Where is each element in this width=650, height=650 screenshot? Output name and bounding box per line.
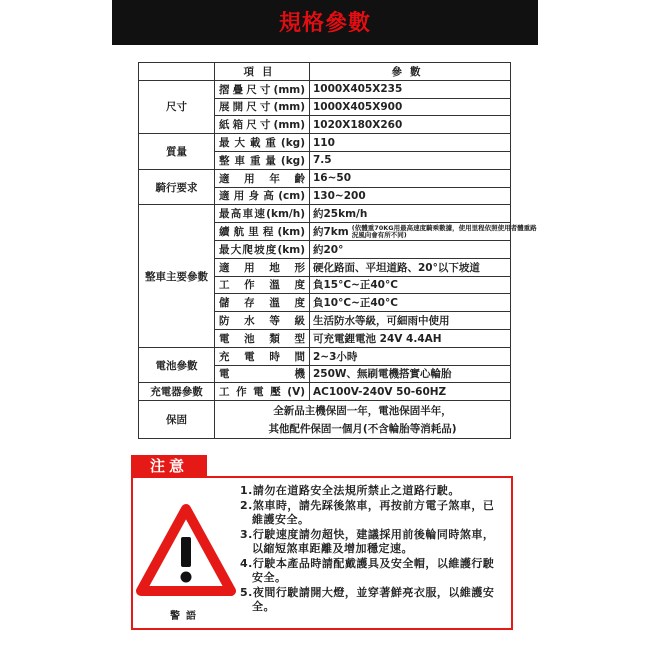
value-text: 130~200 bbox=[313, 189, 366, 202]
table-header-row bbox=[139, 63, 511, 81]
value-cell bbox=[310, 329, 511, 347]
notice-tab: 注意 bbox=[131, 455, 207, 477]
item-cell: 最大載重(kg) bbox=[215, 134, 310, 152]
category-cell: 整車主要參數 bbox=[139, 205, 215, 347]
value-text: 110 bbox=[313, 136, 335, 149]
item-cell: 工作溫度 bbox=[215, 276, 310, 294]
notice-item: 4.行駛本產品時請配戴護具及安全帽，以維護行駛安全。 bbox=[240, 556, 495, 584]
item-cell: 適用身高(cm) bbox=[215, 187, 310, 205]
header-blank bbox=[139, 63, 215, 81]
item-cell: 摺疊尺寸(mm) bbox=[215, 80, 310, 98]
warranty-text bbox=[215, 401, 511, 439]
value-text: 約20° bbox=[313, 243, 344, 256]
item-cell: 紙箱尺寸(mm) bbox=[215, 116, 310, 134]
header-item: 項目 bbox=[215, 63, 310, 81]
spec-body bbox=[139, 80, 537, 400]
value-text: 硬化路面、平坦道路、20°以下坡道 bbox=[313, 261, 480, 274]
warranty-row bbox=[139, 401, 511, 439]
category-cell: 充電器參數 bbox=[139, 383, 215, 401]
item-cell: 續航里程(km) bbox=[215, 223, 310, 241]
value-text: 1020X180X260 bbox=[313, 118, 403, 131]
value-text: 1000X405X235 bbox=[313, 83, 403, 96]
value-text: 1000X405X900 bbox=[313, 100, 403, 113]
item-cell: 電機 bbox=[215, 365, 310, 383]
item-cell: 充電時間 bbox=[215, 347, 310, 365]
value-cell bbox=[310, 169, 511, 187]
item-cell: 適用地形 bbox=[215, 258, 310, 276]
item-cell: 電池類型 bbox=[215, 329, 310, 347]
header-banner bbox=[112, 0, 538, 45]
value-cell bbox=[310, 383, 511, 401]
item-cell: 展開尺寸(mm) bbox=[215, 98, 310, 116]
table-row bbox=[139, 205, 511, 223]
table-row bbox=[139, 383, 511, 401]
header-value: 參數 bbox=[310, 63, 511, 81]
item-cell: 適用年齡 bbox=[215, 169, 310, 187]
value-text: 可充電鋰電池 24V 4.4AH bbox=[313, 332, 442, 345]
category-cell: 騎行要求 bbox=[139, 169, 215, 205]
value-cell bbox=[310, 151, 511, 169]
value-cell bbox=[310, 187, 511, 205]
value-cell bbox=[310, 240, 511, 258]
value-text: AC100V-240V 50-60HZ bbox=[313, 385, 447, 398]
value-cell bbox=[310, 116, 511, 134]
value-cell bbox=[310, 134, 511, 152]
spec-table bbox=[138, 62, 537, 439]
value-cell bbox=[310, 276, 511, 294]
warranty-line-2: 其他配件保固一個月(不含輪胎等消耗品) bbox=[268, 422, 457, 435]
value-cell bbox=[310, 223, 537, 241]
value-text: 負10°C~正40°C bbox=[313, 297, 398, 310]
value-cell bbox=[310, 365, 511, 383]
table-row bbox=[139, 134, 511, 152]
value-text: 7.5 bbox=[313, 154, 332, 167]
page-title: 規格參數 bbox=[278, 11, 371, 36]
warranty-line-1: 全新品主機保固一年，電池保固半年， bbox=[273, 404, 452, 417]
value-text: 16~50 bbox=[313, 172, 352, 185]
notice-item: 1.請勿在道路安全法規所禁止之道路行駛。 bbox=[240, 484, 460, 497]
notice-item: 3.行駛速度請勿超快，建議採用前後輪同時煞車，以縮短煞車距離及增加穩定速。 bbox=[240, 527, 495, 555]
value-text: 約7km bbox=[313, 226, 349, 239]
table-row bbox=[139, 169, 511, 187]
value-text: 生活防水等級，可細雨中使用 bbox=[313, 315, 450, 328]
table-row bbox=[139, 80, 511, 98]
value-cell bbox=[310, 312, 511, 330]
item-cell: 整車重量(kg) bbox=[215, 151, 310, 169]
notice-item: 5.夜間行駛請開大燈，並穿著鮮亮衣服，以維護安全。 bbox=[240, 585, 495, 613]
value-text: 250W、無刷電機搭實心輪胎 bbox=[313, 368, 452, 381]
notice-item: 2.煞車時，請先踩後煞車，再按前方電子煞車，已維護安全。 bbox=[240, 498, 495, 526]
warning-triangle-icon bbox=[137, 503, 235, 603]
category-cell: 電池參數 bbox=[139, 347, 215, 383]
table-row bbox=[139, 347, 511, 365]
category-cell: 尺寸 bbox=[139, 80, 215, 133]
value-cell bbox=[310, 294, 511, 312]
warranty-category: 保固 bbox=[139, 401, 215, 439]
item-cell: 防水等級 bbox=[215, 312, 310, 330]
notice-list bbox=[240, 484, 505, 615]
value-cell bbox=[310, 98, 511, 116]
value-cell bbox=[310, 80, 511, 98]
category-cell: 質量 bbox=[139, 134, 215, 170]
value-text: 負15°C~正40°C bbox=[313, 279, 398, 292]
value-cell bbox=[310, 258, 511, 276]
value-cell bbox=[310, 347, 511, 365]
item-cell: 最大爬坡度(km) bbox=[215, 240, 310, 258]
warning-label: 警語 bbox=[170, 611, 202, 622]
item-cell: 工作電壓(V) bbox=[215, 383, 310, 401]
range-note: (依體重70KG用最高速度騎乘數據，使用里程依照使用者體重路況風向會有所不同) bbox=[351, 224, 537, 240]
value-text: 2~3小時 bbox=[313, 350, 358, 363]
warning-sign bbox=[137, 503, 235, 603]
item-cell: 儲存溫度 bbox=[215, 294, 310, 312]
value-cell bbox=[310, 205, 511, 223]
item-cell: 最高車速(km/h) bbox=[215, 205, 310, 223]
value-text: 約25km/h bbox=[313, 208, 368, 221]
